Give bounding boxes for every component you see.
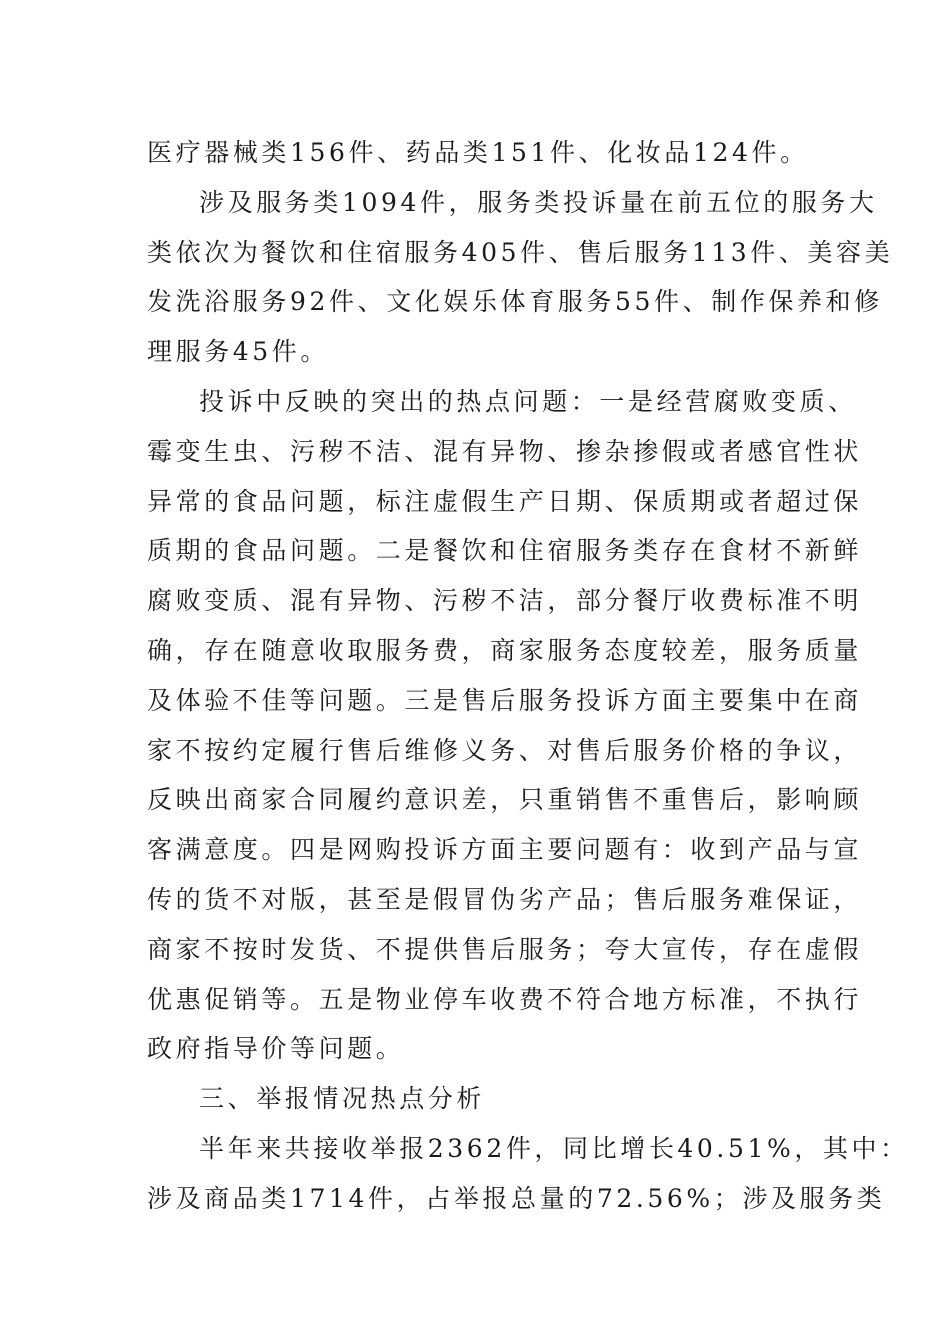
text-line: 腐败变质、混有异物、污秽不洁，部分餐厅收费标准不明	[147, 586, 863, 616]
text-line: 发洗浴服务92件、文化娱乐体育服务55件、制作保养和修	[147, 287, 883, 317]
text-line: 传的货不对版，甚至是假冒伪劣产品；售后服务难保证，	[147, 884, 863, 914]
text-line: 政府指导价等问题。	[147, 1034, 405, 1064]
text-line: 异常的食品问题，标注虚假生产日期、保质期或者超过保	[147, 486, 863, 516]
paragraph-start-line: 半年来共接收举报2362件，同比增长40.51%，其中：	[199, 1133, 909, 1163]
text-line: 反映出商家合同履约意识差，只重销售不重售后，影响顾	[147, 785, 863, 815]
paragraph-start-line: 投诉中反映的突出的热点问题：一是经营腐败变质、	[199, 386, 857, 416]
text-line: 涉及商品类1714件，占举报总量的72.56%；涉及服务类	[147, 1183, 886, 1213]
text-line: 客满意度。四是网购投诉方面主要问题有：收到产品与宣	[147, 835, 863, 865]
text-line: 优惠促销等。五是物业停车收费不符合地方标准，不执行	[147, 984, 863, 1014]
text-line: 理服务45件。	[147, 337, 330, 367]
body-text	[147, 128, 909, 1224]
paragraph-start-line: 涉及服务类1094件，服务类投诉量在前五位的服务大	[199, 187, 878, 217]
text-line: 霉变生虫、污秽不洁、混有异物、掺杂掺假或者感官性状	[147, 436, 863, 466]
text-line: 医疗器械类156件、药品类151件、化妆品124件。	[147, 138, 809, 167]
section-heading: 三、举报情况热点分析	[199, 1084, 486, 1114]
text-line: 家不按约定履行售后维修义务、对售后服务价格的争议，	[147, 735, 863, 765]
text-line: 确，存在随意收取服务费，商家服务态度较差，服务质量	[147, 635, 863, 665]
text-line: 及体验不佳等问题。三是售后服务投诉方面主要集中在商	[147, 685, 863, 715]
text-line: 类依次为餐饮和住宿服务405件、售后服务113件、美容美	[147, 237, 894, 267]
text-line: 商家不按时发货、不提供售后服务；夸大宣传，存在虚假	[147, 934, 863, 964]
text-line: 质期的食品问题。二是餐饮和住宿服务类存在食材不新鲜	[147, 536, 863, 566]
